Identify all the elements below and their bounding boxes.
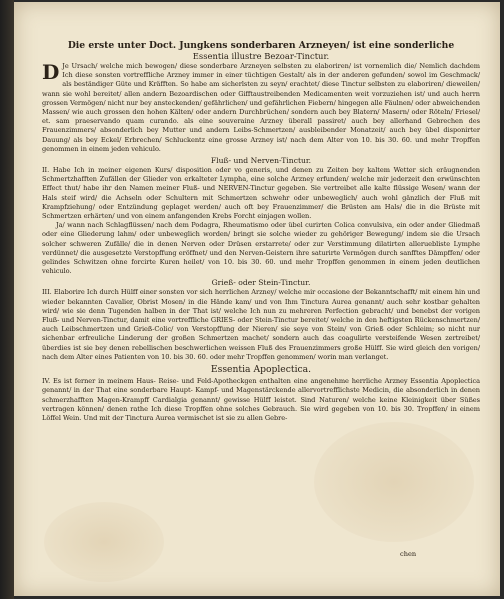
section-heading-griess: Grieß- oder Stein-Tinctur.	[211, 278, 311, 288]
paper-stain	[44, 502, 164, 582]
document-content	[42, 40, 480, 423]
catchword: chen	[400, 550, 417, 558]
drop-cap: D	[42, 60, 60, 84]
intro-paragraph	[42, 62, 480, 154]
document-subtitle: Essentia illustre Bezoar-Tinctur.	[192, 51, 330, 61]
section3-paragraph-1: III. Elaborire Ich durch Hülff einer sonsten vor sich herrlichen Arzney/ welche mir occasione der Bekanntschafft/ mit einem hin und wieder bekannten Cavalier, Obrist Mosen/ in die Hände kam/ und von Ihm Tinctura Aurea genannt/ auch sehr kostbar gehalten wird/ wie sie denn Tugenden halben in der That ist/ welche Ich nun zu mehreren Perfection gebracht/ und benebst der vorigen Fluß- und Nerven-Tinctur, damit eine vortreffliche GRIES- oder Stein-Tinctur bereitet/ welche in den heftigsten Rückenschmertzen/ auch Leibschmertzen und Grieß-Colic/ von Verstopffung der Nieren/ sie seye von Stein/ von Grieß oder Schleim; so nicht nur sichenbar erfreuliche Linderung der großen Schmertzen machet/ sondern auch das coagulirte versteifende Wesen zertreibet/ überdies ist sie bey denen rebellischen beschwerlichen weissen Fluß des Frauenzimmers große Hülff. Sie wird gleich den vorigen/ nach dem Alter eines Patienten von 10. bis 30. 60. oder mehr Tropffen genommen/ worin man verlanget.	[42, 288, 480, 361]
document-title: Die erste unter Doct. Jungkens sonderbaren Arzneyen/ ist eine sonderliche	[67, 40, 455, 51]
intro-text: Je Ursach/ welche mich bewogen/ diese sonderbare Arzneyen selbsten zu elaboriren/ ist vornemlich die/ Nemlich dachdem Ich diese sonsten vortreffliche Arzney immer in einer tüchtigen Gestalt/ als in der anderen gefunden/ sowol im Geschmack/ als beständiger Güte und Kräfften. So habe am sicherlsten zu seyn/ erachtet/ diese Tinctur selbsten zu elaboriren/ dieweilen/ wann sie wohl bereitet/ allen andern Bezoardischen oder Gifftaustreibenden Medicamenten weit vorzuziehen ist/ und auch herrn grossen Vermögen/ nicht nur bey ansteckenden/ gefährlichen/ und gefährlichen Fiebern/ hingegen alle Fäulnen/ oder abweichenden Massen/ wie auch grossen den hohen Kälten/ oder andern Durchbrüchen/ sondern auch bey Blatern/ Masern/ oder Röteln/ Friesel/ et. sam praeservando quam curando. als eine souveraine Arzney überall passiret/ auch bey allerhand Gebrechen des Frauenzimmers/ absonderlich bey Mutter und andern Leibs-Schmertzen/ ausbleibender Monatzeit/ auch bey übel disponirter Dauung/ als bey Eckel/ Erbrechen/ Schluckentz eine grosse Arzney ist/ nach dem Alter von 10. bis 30. 60. und mehr Tropffen genommen in einem jeden vehiculo.	[42, 62, 480, 153]
section-title-apoplectica: Essentia Apoplectica.	[210, 364, 312, 376]
section-heading-fluss: Fluß- und Nerven-Tinctur.	[210, 156, 312, 166]
paper-stain	[314, 422, 474, 542]
section4-paragraph-1: IV. Es ist ferner in meinem Haus- Reise- und Feld-Apotheckgen enthalten eine angenehme herrliche Arzney Essentia Apoplectica genannt/ in der That eine sonderbare Haupt- Kampf- und Magenstärckende allervortrefflichste Medicin, die absonderlich in denen schmerzhafften Magen-Krampff Cardialgia genannt/ gewisse Hülff leistet. Sind Naturen/ welche keine Kleinigkeit über Süßes vertragen können/ denen rathe Ich diese Tropffen ohne solches Gebrauch. Sie wird gegeben von 10. bis 30. Tropffen/ in einem Löffel Wein. Und mit der Tinctura Aurea vermischet ist sie zu allen Gebre-	[42, 377, 480, 422]
section2-paragraph-2: Ja/ wann nach Schlagflüssen/ nach dem Podagra, Rheumatismo oder übel curirten Colica convulsiva, ein oder ander Gliedmaß oder eine Gliederung lahm/ oder unbeweglich worden/ bringt sie solche wieder zu gehöriger Bewegung/ indem sie die Ursach solcher schweren Zufälle/ die in denen Nerven oder Drüsen erstarrete/ oder zur Verstimmung dilatirten alleruebliste Lymphe verdünnet/ die ausgesetzte Verstopffung eröffnet/ und den Nerven-Geistern ihre saturirte Vermögen durch sanfftes Dämpffen/ oder gelindes Schwitzen ohne forcirte Kuren heilet/ von 10. bis 30. 60. und mehr Tropffen genommen in einem jeden deutlichen vehiculo.	[42, 221, 480, 276]
binding-edge	[0, 0, 14, 599]
section2-paragraph-1: II. Habe Ich in meiner eigenen Kurs/ disposition oder vo generis, und denen zu Zeiten bey kaltem Wetter sich eräugnenden Schmertzhafften Zufällen der Glieder von erkalteter Lympha, eine solche Arzney erfunden/ welche mir jederzeit den erwünschten Effect thut/ habe ihr den Namen meiner Fluß- und NERVEN-Tinctur gegeben. Sie vertreibet alle kalte flüssige Wesen/ wann der Hals steif wird/ die Achseln oder Schultern mit Schmertzen schwehr oder unbeweglich/ auch wohl gänzlich der Fluß mit Krampfziehung/ oder Entzündung geplaget werden/ auch oft bey Frauenzimmer/ die Brüsten am Hals/ die in die Brüste mit Schmertzen erhärten/ und von einem anfangenden Krebs Forcht einjagen wollen.	[42, 166, 480, 221]
